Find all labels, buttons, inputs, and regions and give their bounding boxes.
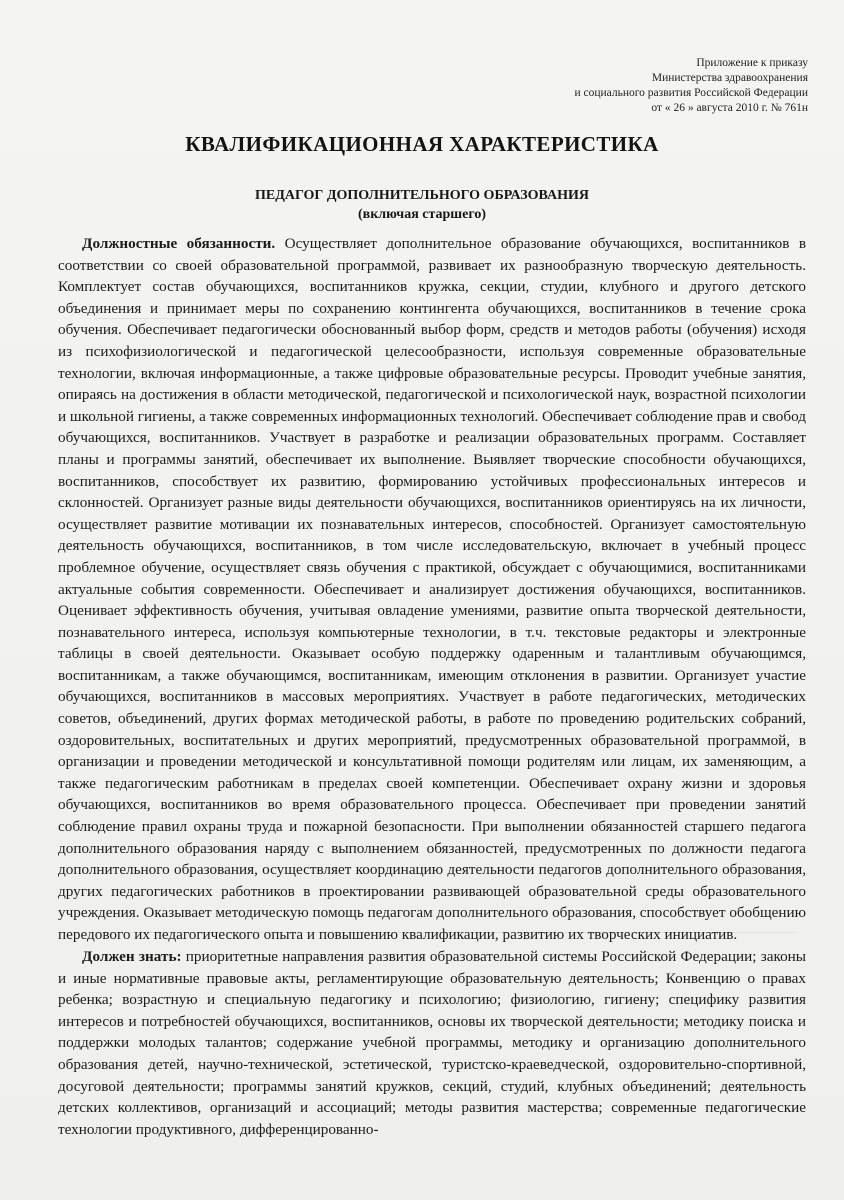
must-know-label: Должен знать: [82, 948, 182, 965]
duties-text: Осуществляет дополнительное образование обучающихся, воспитанников в соответствии со своей образовательной программой, развивает их разнообразную творческую деятельность. Комплектует состав обучающихся, воспитанников кружка, секции, студии, клубного и другого детского объединения и принимает меры по сохранению контингента обучающихся, воспитанников в течение срока обучения. Обеспечивает педагогически обоснованный выбор форм, средств и методов работы (обучения) исходя из психофизиологической и педагогической целесообразности, используя современные образовательные технологии, включая информационные, а также цифровые образовательные ресурсы. Проводит учебные занятия, опираясь на достижения в области методической, педагогической и психологической наук, возрастной психологии и школьной гигиены, а также современных информационных технологий. Обеспечивает соблюдение прав и свобод обучающихся, воспитанников. Участвует в разработке и реализации образовательных программ. Составляет планы и программы занятий, обеспечивает их выполнение. Выявляет творческие способности обучающихся, воспитанников, способствует их развитию, формированию устойчивых профессиональных интересов и склонностей. Организует разные виды деятельности обучающихся, воспитанников ориентируясь на их личности, осуществляет развитие мотивации их познавательных интересов, способностей. Организует самостоятельную деятельность обучающихся, воспитанников, в том числе исследовательскую, включает в учебный процесс проблемное обучение, осуществляет связь обучения с практикой, обсуждает с обучающимися, воспитанниками актуальные события современности. Обеспечивает и анализирует достижения обучающихся, воспитанников. Оценивает эффективность обучения, учитывая овладение умениями, развитие опыта творческой деятельности, познавательного интереса, используя компьютерные технологии, в т.ч. текстовые редакторы и электронные таблицы в своей деятельности. Оказывает особую поддержку одаренным и талантливым обучающимся, воспитанникам, а также обучающимся, воспитанникам, имеющим отклонения в развитии. Организует участие обучающихся, воспитанников в массовых мероприятиях. Участвует в работе педагогических, методических советов, объединений, других формах методической работы, в работе по проведению родительских собраний, оздоровительных, воспитательных и других мероприятий, предусмотренных образовательной программой, в организации и проведении методической и консультативной помощи родителям или лицам, их заменяющим, а также педагогическим работникам в пределах своей компетенции. Обеспечивает охрану жизни и здоровья обучающихся, воспитанников во время образовательного процесса. Обеспечивает при проведении занятий соблюдение правил охраны труда и пожарной безопасности. При выполнении обязанностей старшего педагога дополнительного образования наряду с выполнением обязанностей, предусмотренных по должности педагога дополнительного образования, осуществляет координацию деятельности педагогов дополнительного образования, других педагогических работников в проектировании развивающей образовательной среды образовательного учреждения. Оказывает методическую помощь педагогам дополнительного образования, способствует обобщению передового их педагогического опыта и повышению квалификации, развитию их творческих инициатив. [58, 235, 807, 943]
duties-paragraph [58, 233, 806, 946]
appendix-line: и социального развития Российской Федерации [574, 87, 808, 99]
position-heading [0, 186, 844, 224]
position-title: ПЕДАГОГ ДОПОЛНИТЕЛЬНОГО ОБРАЗОВАНИЯ [255, 188, 589, 203]
appendix-line: Приложение к приказу [696, 57, 808, 69]
appendix-line: от « 26 » августа 2010 г. № 761н [651, 102, 808, 114]
must-know-text: приоритетные направления развития образовательной системы Российской Федерации; законы и иные нормативные правовые акты, регламентирующие образовательную деятельность; Конвенцию о правах ребенка; возрастную и специальную педагогику и психологию; физиологию, гигиену; специфику развития интересов и потребностей обучающихся, воспитанников, основы их творческой деятельности; методику поиска и поддержки молодых талантов; содержание учебной программы, методику и организацию дополнительного образования детей, научно-технической, эстетической, туристско-краеведческой, оздоровительно-спортивной, досуговой деятельности; программы занятий кружков, секций, студий, клубных объединений; деятельность детских коллективов, организаций и ассоциаций; методы развития мастерства; современные педагогические технологии продуктивного, дифференцированно- [58, 948, 806, 1138]
appendix-line: Министерства здравоохранения [651, 72, 808, 84]
appendix-note [574, 56, 808, 116]
must-know-paragraph [58, 946, 806, 1140]
document-title: КВАЛИФИКАЦИОННАЯ ХАРАКТЕРИСТИКА [185, 132, 659, 156]
position-subtitle: (включая старшего) [357, 207, 487, 222]
duties-label: Должностные обязанности. [82, 235, 276, 252]
